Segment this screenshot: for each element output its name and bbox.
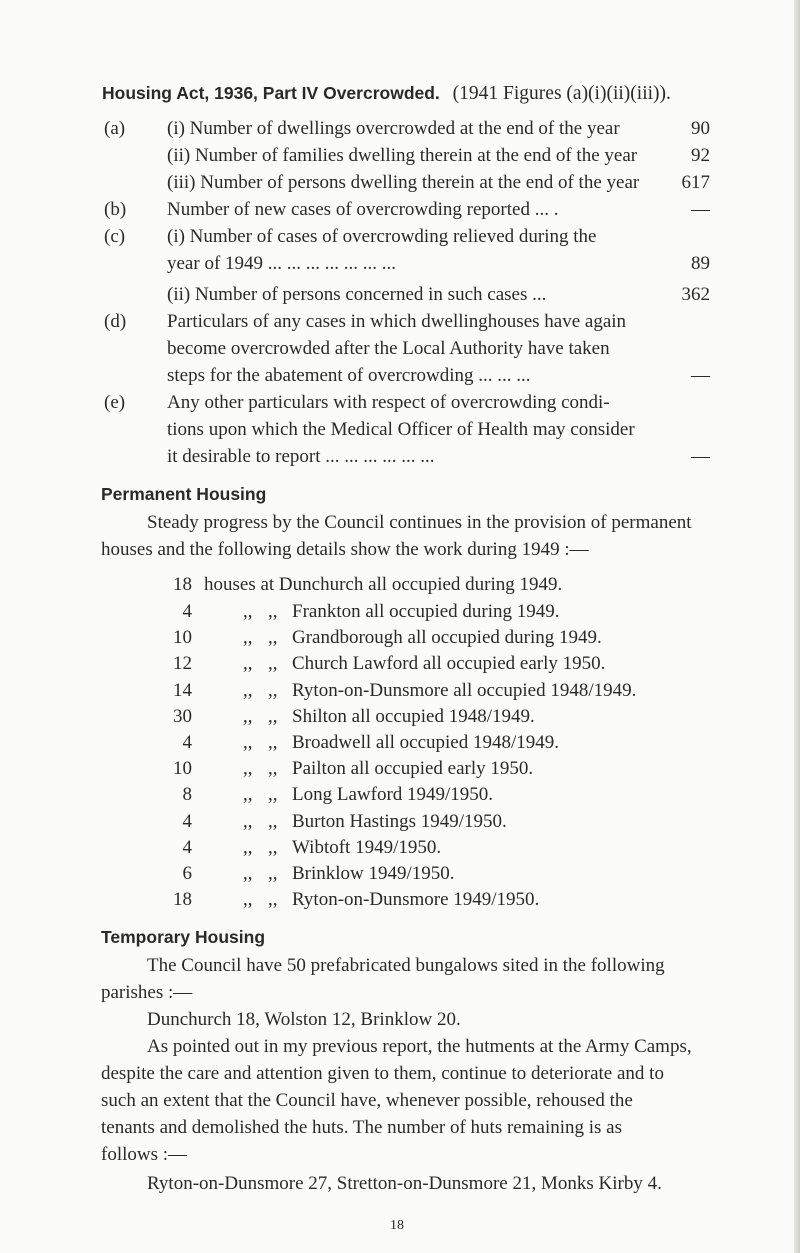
ditto-mark: ,, [268,601,278,622]
housing-row [168,705,768,731]
item-c-i-line2: year of 1949 ... ... ... ... ... ... ... [167,253,397,274]
item-e-value: — [691,446,710,467]
ditto-mark: ,, [243,627,253,649]
housing-text: Ryton-on-Dunsmore 1949/1950. [292,889,540,911]
ditto-mark: ,, [243,601,253,622]
housing-text: houses at Dunchurch all occupied during 1949. [204,574,563,595]
item-b-value: — [691,199,710,220]
ditto-mark: ,, [243,784,253,806]
housing-row [168,810,768,836]
ditto-mark: ,, [243,758,253,780]
temporary-line3: Dunchurch 18, Wolston 12, Brinklow 20. [147,1009,461,1030]
ditto-mark: ,, [268,732,278,753]
housing-row [168,757,768,783]
ditto-mark: ,, [243,836,253,858]
housing-text: Burton Hastings 1949/1950. [292,810,507,832]
ditto-mark: ,, [243,863,253,884]
housing-row [168,731,768,757]
ditto-mark: ,, [268,653,278,675]
item-a-ii-value: 92 [691,145,710,166]
ditto-mark: ,, [243,705,253,727]
housing-text: Pailton all occupied early 1950. [292,758,534,780]
heading-permanent-housing: Permanent Housing [101,484,267,504]
ditto-mark: ,, [268,705,278,727]
item-e-line3: it desirable to report ... ... ... ... ... ... [167,446,435,467]
page-edge [794,0,800,1253]
ditto-mark: ,, [268,784,278,806]
housing-text: Wibtoft 1949/1950. [292,836,442,858]
housing-row [168,652,768,678]
ditto-mark: ,, [243,810,253,832]
housing-row [168,836,768,862]
temporary-line8: follows :— [101,1144,188,1165]
item-a-ii: (ii) Number of families dwelling therein at the end of the year [167,145,638,166]
ditto-mark: ,, [243,889,253,911]
temporary-line6: such an extent that the Council have, whenever possible, rehoused the [101,1090,633,1111]
item-c-ii-value: 362 [681,284,710,305]
housing-text: Frankton all occupied during 1949. [292,601,560,622]
heading-temporary-housing: Temporary Housing [101,927,266,947]
ditto-mark: ,, [268,679,278,701]
item-b-text: Number of new cases of overcrowding reported ... . [167,199,559,220]
housing-text: Brinklow 1949/1950. [292,863,455,884]
housing-row [168,862,768,888]
item-c-label: (c) [104,226,126,247]
item-a-label: (a) [104,118,126,139]
housing-count: 12 [173,653,192,675]
housing-count: 4 [182,836,192,858]
housing-text: Ryton-on-Dunsmore all occupied 1948/1949. [292,679,637,701]
ditto-mark: ,, [268,758,278,780]
title-bold: Housing Act, 1936, Part IV Overcrowded. [102,83,440,103]
ditto-mark: ,, [268,836,278,858]
item-d-line1: Particulars of any cases in which dwellinghouses have again [167,311,627,332]
page-number: 18 [390,1218,404,1233]
item-d-label: (d) [104,311,127,332]
item-e-label: (e) [104,392,126,413]
item-a-i-value: 90 [691,118,710,139]
housing-row [168,600,768,626]
housing-text: Long Lawford 1949/1950. [292,784,494,806]
temporary-line4: As pointed out in my previous report, the hutments at the Army Camps, [147,1036,692,1057]
housing-row [168,888,768,914]
housing-row [168,679,768,705]
ditto-mark: ,, [268,810,278,832]
housing-count: 4 [182,810,192,832]
housing-row [168,783,768,809]
item-d-line3: steps for the abatement of overcrowding ... ... ... [167,365,531,386]
item-c-i-value: 89 [691,253,710,274]
item-d-value: — [691,365,710,386]
item-d-line2: become overcrowded after the Local Authority have taken [167,338,610,359]
housing-count: 18 [173,574,192,595]
permanent-intro-line1: Steady progress by the Council continues in the provision of permanent [147,512,692,533]
section-title-overcrowded [102,83,671,105]
housing-count: 8 [182,784,192,806]
housing-count: 10 [173,627,192,649]
permanent-intro-line2: houses and the following details show the work during 1949 :— [101,539,589,560]
housing-text: Shilton all occupied 1948/1949. [292,705,535,727]
item-a-i: (i) Number of dwellings overcrowded at the end of the year [167,118,620,139]
item-b-label: (b) [104,199,127,220]
item-e-line2: tions upon which the Medical Officer of Health may consider [167,419,635,440]
temporary-line7: tenants and demolished the huts. The number of huts remaining is as [101,1117,622,1138]
housing-count: 30 [173,705,192,727]
temporary-line9: Ryton-on-Dunsmore 27, Stretton-on-Dunsmore 21, Monks Kirby 4. [147,1173,662,1194]
ditto-mark: ,, [243,653,253,675]
temporary-line1: The Council have 50 prefabricated bungalows sited in the following [147,955,665,976]
title-rest: (1941 Figures (a)(i)(ii)(iii)). [452,83,671,104]
housing-count: 10 [173,758,192,780]
item-e-line1: Any other particulars with respect of overcrowding condi- [167,392,610,413]
temporary-line2: parishes :— [101,982,193,1003]
housing-row [168,626,768,652]
ditto-mark: ,, [268,627,278,649]
item-a-iii: (iii) Number of persons dwelling therein at the end of the year [167,172,640,193]
housing-text: Church Lawford all occupied early 1950. [292,653,606,675]
item-a-iii-value: 617 [681,172,710,193]
ditto-mark: ,, [243,732,253,753]
ditto-mark: ,, [243,679,253,701]
housing-count: 6 [182,863,192,884]
ditto-mark: ,, [268,889,278,911]
temporary-line5: despite the care and attention given to them, continue to deteriorate and to [101,1063,664,1084]
item-c-ii: (ii) Number of persons concerned in such cases ... [167,284,547,305]
housing-row-first [168,573,768,599]
item-c-i-line1: (i) Number of cases of overcrowding relieved during the [167,226,597,247]
housing-count: 4 [182,601,192,622]
housing-text: Broadwell all occupied 1948/1949. [292,732,559,753]
housing-count: 18 [173,889,192,911]
housing-count: 14 [173,679,192,701]
housing-count: 4 [182,732,192,753]
housing-text: Grandborough all occupied during 1949. [292,627,602,649]
ditto-mark: ,, [268,863,278,884]
